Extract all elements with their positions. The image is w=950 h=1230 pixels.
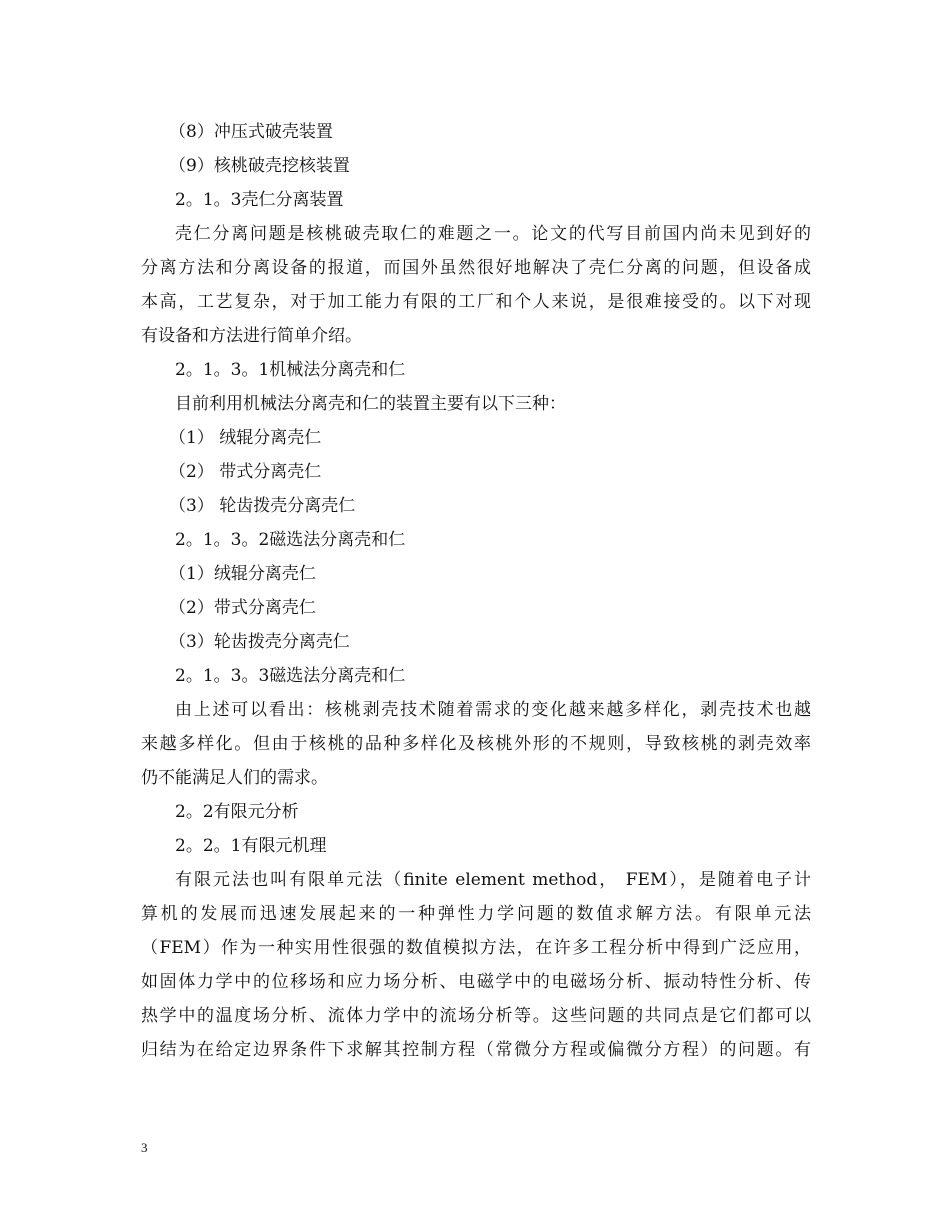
list-item: （8）冲压式破壳装置 xyxy=(169,122,333,142)
list-item: （3） 轮齿拨壳分离壳仁 xyxy=(169,496,356,516)
paragraph-line: 由上述可以看出：核桃剥壳技术随着需求的变化越来越多样化，剥壳技术也越 xyxy=(175,700,811,720)
section-heading: 2。1。3。1机械法分离壳和仁 xyxy=(175,360,406,380)
paragraph-line: 算机的发展而迅速发展起来的一种弹性力学问题的数值求解方法。有限单元法 xyxy=(141,904,811,924)
list-item: （9）核桃破壳挖核装置 xyxy=(169,156,350,176)
paragraph-line: 有设备和方法进行简单介绍。 xyxy=(141,326,362,346)
paragraph-line: 如固体力学中的位移场和应力场分析、电磁学中的电磁场分析、振动特性分析、传 xyxy=(141,972,811,992)
paragraph-line: 分离方法和分离设备的报道，而国外虽然很好地解决了壳仁分离的问题，但设备成 xyxy=(141,258,811,278)
paragraph-line: 壳仁分离问题是核桃破壳取仁的难题之一。论文的代写目前国内尚未见到好的 xyxy=(175,224,811,244)
list-item: （3）轮齿拨壳分离壳仁 xyxy=(169,632,350,652)
section-heading: 2。1。3。3磁选法分离壳和仁 xyxy=(175,666,406,686)
section-heading: 2。2有限元分析 xyxy=(175,802,299,822)
section-heading: 2。1。3壳仁分离装置 xyxy=(175,190,344,210)
paragraph-line: 归结为在给定边界条件下求解其控制方程（常微分方程或偏微分方程）的问题。有 xyxy=(141,1040,811,1060)
list-item: （2） 带式分离壳仁 xyxy=(169,462,322,482)
paragraph-line: 热学中的温度场分析、流体力学中的流场分析等。这些问题的共同点是它们都可以 xyxy=(141,1006,811,1026)
list-item: （1）绒辊分离壳仁 xyxy=(169,564,316,584)
paragraph-line: 目前利用机械法分离壳和仁的装置主要有以下三种： xyxy=(175,394,566,414)
list-item: （2）带式分离壳仁 xyxy=(169,598,316,618)
paragraph-line: （FEM）作为一种实用性很强的数值模拟方法，在许多工程分析中得到广泛应用， xyxy=(141,938,811,958)
section-heading: 2。1。3。2磁选法分离壳和仁 xyxy=(175,530,406,550)
paragraph-line: 本高，工艺复杂，对于加工能力有限的工厂和个人来说，是很难接受的。以下对现 xyxy=(141,292,811,312)
body-text xyxy=(141,115,811,1067)
section-heading: 2。2。1有限元机理 xyxy=(175,836,327,856)
paragraph-line: 有限元法也叫有限单元法（finite element method， FEM），是随着电子计 xyxy=(175,870,811,890)
paragraph-line: 仍不能满足人们的需求。 xyxy=(141,768,328,788)
page-number: 3 xyxy=(141,1140,148,1155)
list-item: （1） 绒辊分离壳仁 xyxy=(169,428,322,448)
paragraph-line: 来越多样化。但由于核桃的品种多样化及核桃外形的不规则，导致核桃的剥壳效率 xyxy=(141,734,811,754)
